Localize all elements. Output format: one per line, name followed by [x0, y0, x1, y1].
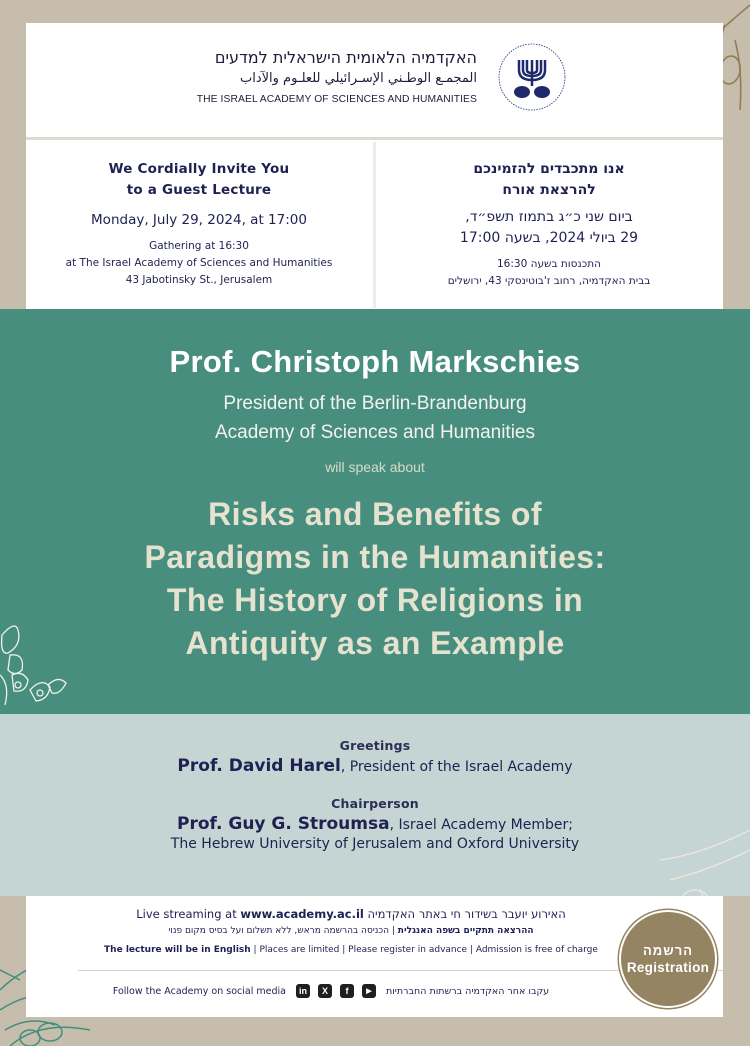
menorah-emblem-icon: [497, 42, 567, 112]
registration-button[interactable]: [619, 910, 717, 1008]
notice-he-rest: | הכניסה בהרשמה מראש, ללא תשלום ועל בסיס מקום פנוי: [168, 926, 398, 936]
column-divider: [373, 142, 376, 308]
address-he: בבית האקדמיה, רחוב ז'בוטינסקי 43, ירושלים: [447, 275, 651, 287]
social-media-row: [26, 984, 636, 998]
venue: at The Israel Academy of Sciences and Humanities: [65, 257, 333, 269]
flower-decoration-left: [0, 615, 70, 715]
topic-line4: Antiquity as an Example: [185, 625, 565, 661]
invitation-title-he-line1: אנו מתכבדים להזמינכם: [473, 161, 625, 177]
facebook-icon[interactable]: f: [340, 984, 354, 998]
chair-label: Chairperson: [331, 796, 419, 811]
x-icon[interactable]: X: [318, 984, 332, 998]
greetings-role: , President of the Israel Academy: [340, 759, 573, 775]
invitation-title-line1: We Cordially Invite You: [108, 161, 290, 177]
program-section: [0, 714, 750, 896]
invitation-title-he-line2: להרצאת אורח: [502, 182, 596, 198]
speaker-title-line2: Academy of Sciences and Humanities: [215, 422, 535, 443]
org-name-english: THE ISRAEL ACADEMY OF SCIENCES AND HUMANITIES: [196, 94, 477, 105]
notice-english: [26, 945, 676, 955]
linkedin-icon[interactable]: in: [296, 984, 310, 998]
registration-label-he: הרשמה: [643, 943, 693, 958]
youtube-icon[interactable]: ▶: [362, 984, 376, 998]
gathering-time: Gathering at 16:30: [149, 240, 249, 252]
event-date-he-line1: ביום שני כ״ג בתמוז תשפ״ד,: [465, 209, 633, 225]
live-prefix: Live streaming at: [136, 907, 241, 921]
social-label-he: עקבו אחר האקדמיה ברשתות החברתיות: [385, 985, 550, 997]
lecture-topic: [0, 493, 750, 665]
notice-he-bold: ההרצאה תתקיים בשפה האנגלית: [397, 926, 534, 936]
social-icons: [296, 984, 376, 998]
notice-en-rest: | Places are limited | Please register in advance | Admission is free of charge: [250, 945, 598, 955]
org-name-arabic: المجمـع الوطـني الإسـرائيلي للعلـوم والآداب: [239, 71, 477, 86]
invitation-title-line2: to a Guest Lecture: [126, 182, 272, 198]
topic-line1: Risks and Benefits of: [208, 496, 542, 532]
live-hebrew: האירוע יועבר בשידור חי באתר האקדמיה: [363, 907, 566, 921]
registration-label-en: Registration: [626, 960, 710, 975]
speaker-section: [0, 309, 750, 714]
org-name-hebrew: האקדמיה הלאומית הישראלית למדעים: [214, 48, 477, 67]
chair-name: Prof. Guy G. Stroumsa: [177, 814, 390, 834]
greetings-speaker: [0, 756, 750, 776]
speaker-name: Prof. Christoph Markschies: [169, 344, 581, 379]
invitation-hebrew: [376, 140, 722, 290]
event-date-he: [376, 207, 722, 249]
chair-role: , Israel Academy Member;: [389, 817, 573, 833]
speaker-title: [0, 389, 750, 447]
topic-line3: The History of Religions in: [166, 582, 584, 618]
greetings-name: Prof. David Harel: [177, 756, 341, 776]
chairperson: [0, 814, 750, 834]
event-date-he-line2: 29 ביולי 2024, בשעה 17:00: [459, 230, 639, 246]
event-date: Monday, July 29, 2024, at 17:00: [91, 212, 307, 228]
speaker-title-line1: President of the Berlin-Brandenburg: [223, 393, 527, 414]
address: 43 Jabotinsky St., Jerusalem: [125, 274, 273, 286]
gathering-time-he: התכנסות בשעה 16:30: [497, 258, 601, 270]
invitation-title: [26, 159, 372, 201]
invitation-title-he: [376, 159, 722, 201]
social-label-en: Follow the Academy on social media: [112, 985, 286, 997]
notice-en-bold: The lecture will be in English: [104, 945, 251, 955]
chair-affiliation: The Hebrew University of Jerusalem and Oxford University: [170, 836, 580, 852]
greetings-label: Greetings: [339, 738, 411, 753]
topic-line2: Paradigms in the Humanities:: [144, 539, 606, 575]
live-url-link[interactable]: www.academy.ac.il: [240, 907, 364, 921]
live-streaming: [26, 907, 676, 921]
invitation-english: [26, 140, 372, 289]
will-speak-about: will speak about: [325, 459, 425, 475]
notice-hebrew: [26, 926, 676, 936]
